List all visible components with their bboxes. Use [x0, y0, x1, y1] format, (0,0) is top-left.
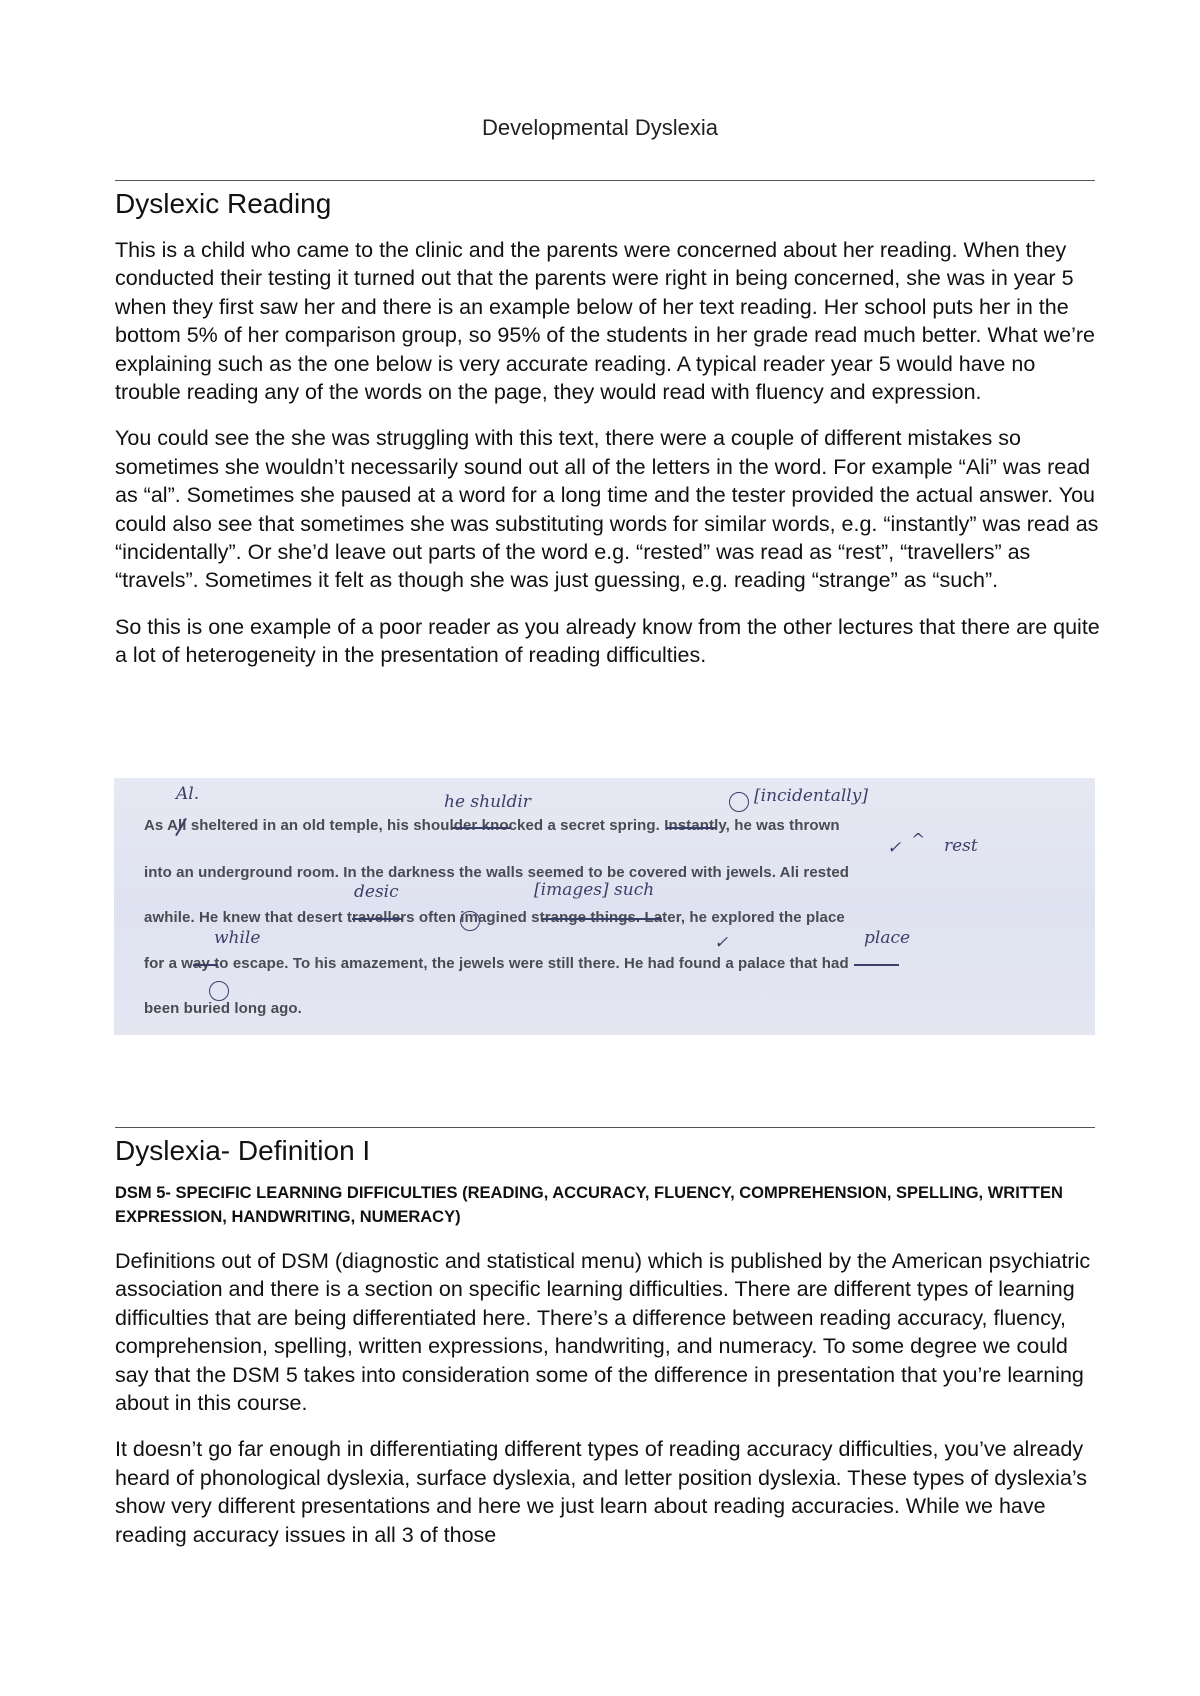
tick-mark: ✓ [714, 933, 729, 953]
paragraph: You could see the she was struggling with this text, there were a couple of different mistakes so sometimes she wouldn’t necessarily sound out all of the letters in the word. For example “Ali” was read as “al”. Sometimes she paused at a word for a long time and the tester provided the actual answer. You could also see that sometimes she was substituting words for similar words, e.g. “instantly” was read as “incidentally”. Or she’d leave out parts of the word e.g. “rested” was read as “rest”, “travellers” as “travels”. Sometimes it felt as though she was just guessing, e.g. reading “strange” as “such”. [115, 426, 1099, 593]
circle-mark [460, 911, 480, 931]
circle-mark [209, 981, 229, 1001]
handwritten-note: place [864, 928, 911, 948]
handwritten-note: [images] such [534, 880, 655, 900]
tick-mark: ✓ [887, 838, 902, 858]
running-header: Developmental Dyslexia [482, 115, 718, 140]
strike-mark [666, 827, 716, 829]
strike-mark [542, 918, 662, 920]
caret-mark: ^ [911, 830, 926, 850]
paragraph: Definitions out of DSM (diagnostic and statistical menu) which is published by the American psychiatric association and there is a section on specific learning difficulties. There are different types of learning difficulties that are being differentiated here. There’s a difference between reading accuracy, fluency, comprehension, spelling, written expressions, handwriting, and numeracy. To some degree we could say that the DSM 5 takes into consideration some of the difference in presentation that you’re learning about in this course. [115, 1249, 1091, 1416]
handwritten-note: he shuldir [444, 792, 531, 812]
strike-mark [452, 827, 510, 829]
handwritten-note: desic [354, 882, 399, 902]
handwritten-note: rest [944, 836, 978, 856]
scanned-reading-sample [114, 778, 1095, 1035]
section-subheading: DSM 5- SPECIFIC LEARNING DIFFICULTIES (READING, ACCURACY, FLUENCY, COMPREHENSION, SPELLING, WRITTEN EXPRESSION, HANDWRITING, NUMERACY) [115, 1184, 1063, 1226]
strike-mark [854, 964, 899, 966]
section-divider [115, 180, 1095, 181]
section-dyslexic-reading [115, 188, 1100, 670]
handwritten-note: while [214, 928, 261, 948]
section-heading: Dyslexia- Definition I [115, 1135, 371, 1166]
paragraph: It doesn’t go far enough in differentiating different types of reading accuracy difficulties, you’ve already heard of phonological dyslexia, surface dyslexia, and letter position dyslexia. These types of dyslexia’s show very different presentations and here we just learn about reading accuracies. While we have reading accuracy issues in all 3 of those [115, 1437, 1088, 1547]
section-dyslexia-definition [115, 1135, 1100, 1549]
handwritten-note: [incidentally] [754, 786, 868, 806]
paragraph: So this is one example of a poor reader as you already know from the other lectures that there are quite a lot of heterogeneity in the presentation of reading difficulties. [115, 614, 1100, 668]
passage-line: into an underground room. In the darkness the walls seemed to be covered with jewels. Ali rested [144, 864, 850, 881]
passage-line: awhile. He knew that desert travellers often imagined strange things. Later, he explored the place [144, 909, 845, 926]
circle-mark [729, 792, 749, 812]
section-heading: Dyslexic Reading [115, 188, 332, 219]
passage-line: for a way to escape. To his amazement, the jewels were still there. He had found a palace that had [144, 955, 849, 972]
section-divider [115, 1127, 1095, 1128]
handwritten-note: Al. [176, 784, 200, 804]
strike-mark [352, 918, 402, 920]
passage-line: As Ali sheltered in an old temple, his shoulder knocked a secret spring. Instantly, he was thrown [144, 817, 840, 834]
passage-line: been buried long ago. [144, 1000, 302, 1017]
paragraph: This is a child who came to the clinic and the parents were concerned about her reading. When they conducted their testing it turned out that the parents were right in being concerned, she was in year 5 when they first saw her and there is an example below of her text reading. Her school puts her in the bottom 5% of her comparison group, so 95% of the students in her grade read much better. What we’re explaining such as the one below is very accurate reading. A typical reader year 5 would have no trouble reading any of the words on the page, they would read with fluency and expression. [115, 238, 1095, 405]
strike-mark [193, 964, 218, 966]
